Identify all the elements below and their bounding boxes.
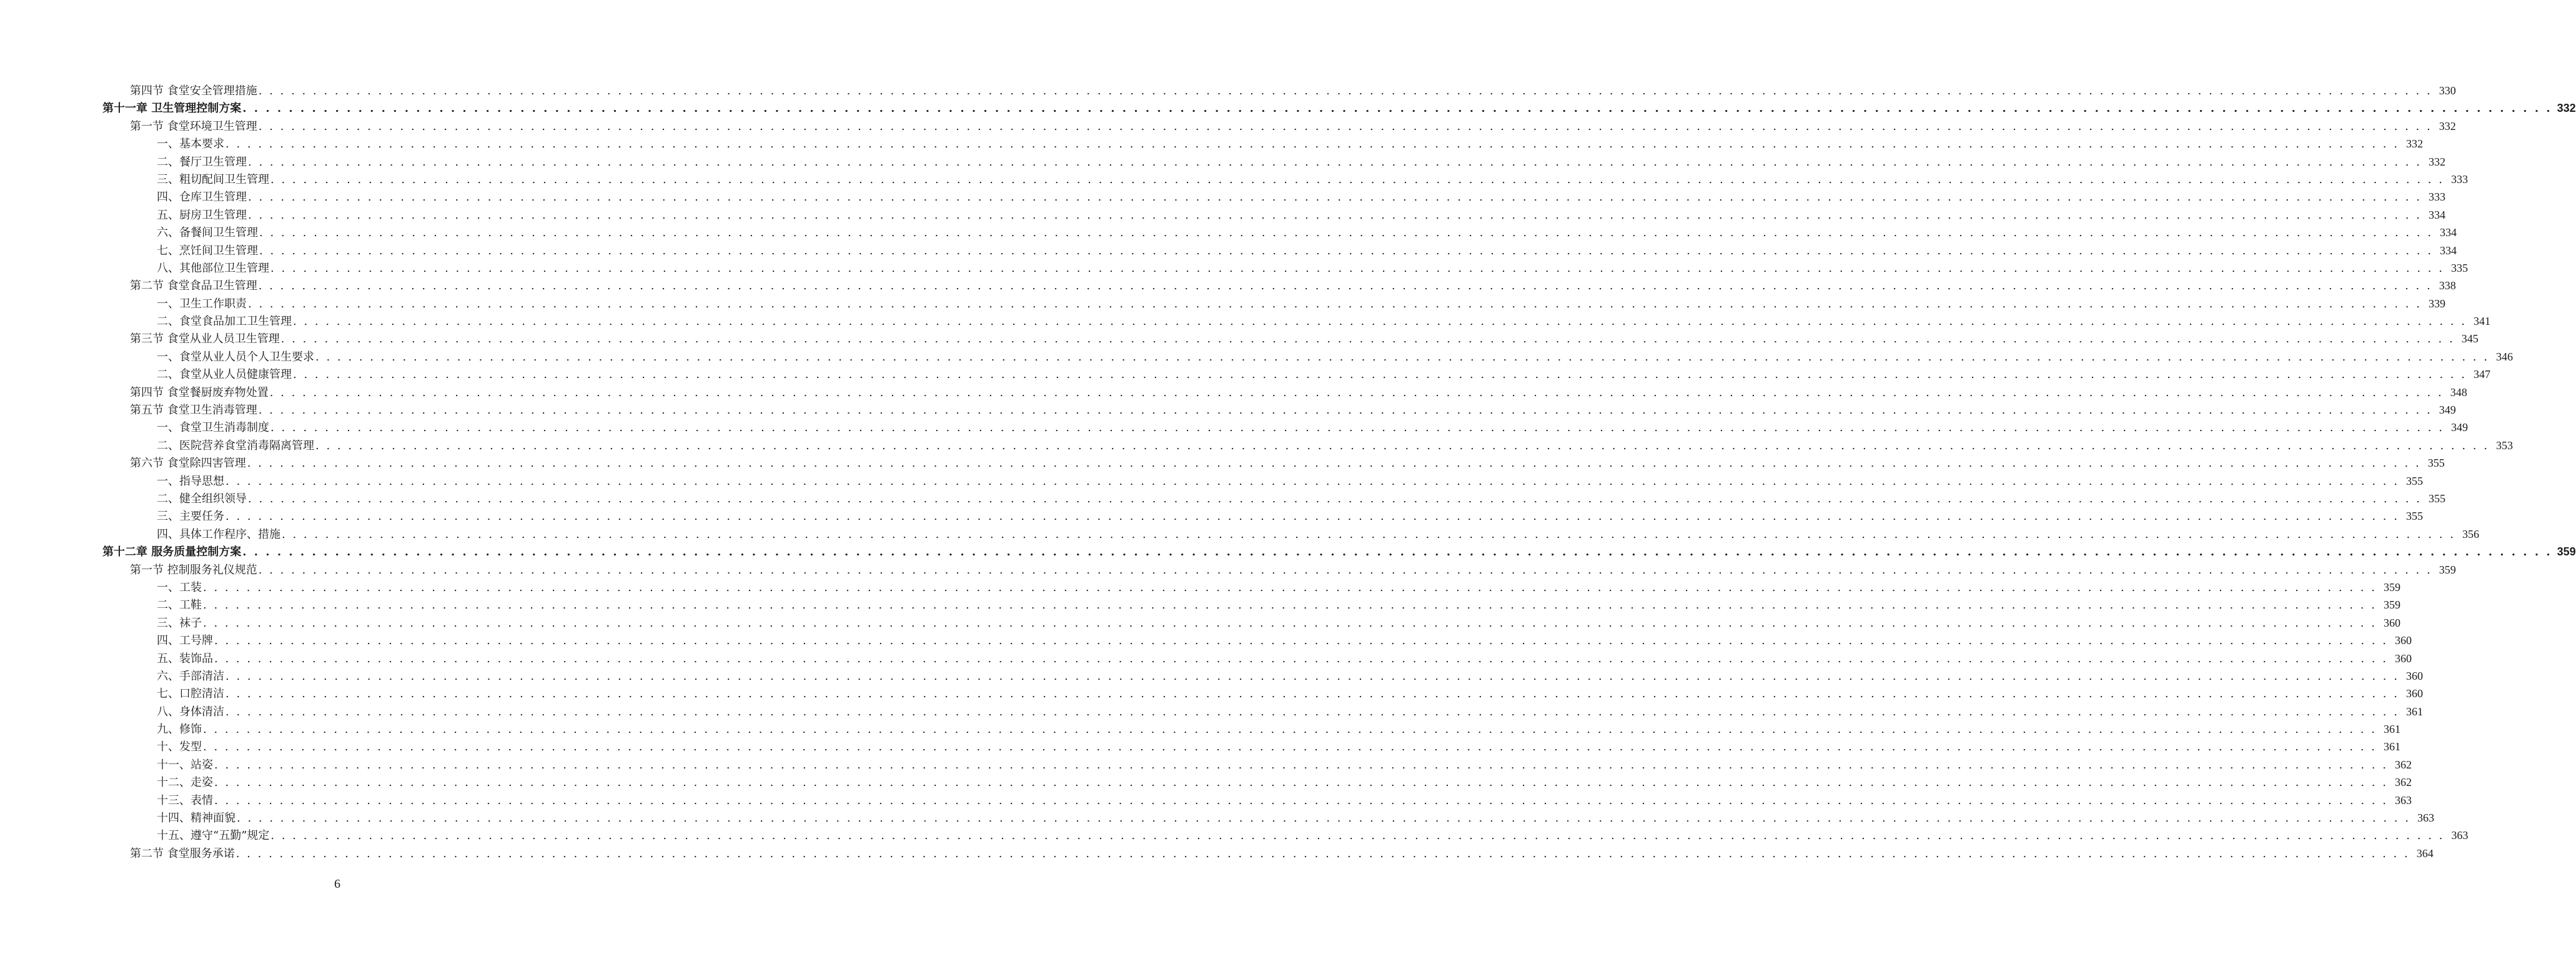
toc-entry-page: 333 <box>2428 191 2445 204</box>
toc-entry-label: 五、装饰品 <box>157 652 213 665</box>
page-number: 6 <box>334 877 340 891</box>
toc-entry-page: 353 <box>2495 439 2513 452</box>
toc-entry-label: 七、烹饪间卫生管理 <box>157 244 258 257</box>
toc-subsection-entry <box>102 756 2412 773</box>
toc-entry-page: 347 <box>2473 368 2490 381</box>
toc-dot-leader: . . . . . . . . . . . . . . . . . . . . . . . . . . . . . . . . . . . . . . . . . . . . . . . . . . . . . . . . . . . . . . . . . . . . . . . . . . . . . . . . . . . . . . . . . . . . . . . . . . . . . . . . . . . . . . . . . . . . . . . . . . . . . . . . . . . . . . . . . . . . . . . . . . . . . . . . . . . . . . . . . . . . . . . . . . . . . . . . . . . . . . . . . . . . . . . . . . . . . . . . <box>258 563 2432 577</box>
toc-entry-label: 四、具体工作程序、措施 <box>157 527 280 541</box>
toc-subsection-entry <box>102 188 2445 206</box>
toc-entry-page: 334 <box>2439 226 2457 239</box>
toc-entry-label: 三、袜子 <box>157 616 202 630</box>
toc-entry-page: 363 <box>2394 793 2412 807</box>
toc-entry-label: 九、修饰 <box>157 723 202 737</box>
toc-subsection-entry <box>102 650 2412 667</box>
toc-dot-leader: . . . . . . . . . . . . . . . . . . . . . . . . . . . . . . . . . . . . . . . . . . . . . . . . . . . . . . . . . . . . . . . . . . . . . . . . . . . . . . . . . . . . . . . . . . . . . . . . . . . . . . . . . . . . . . . . . . . . . . . . . . . . . . . . . . . . . . . . . . . . . . . . . . . . . . . . . . . . . . . . . . . . . . . . . . . . . . . . . . . . . . . . . . . . . . . . . . . . . . . . <box>293 368 2467 382</box>
toc-entry-page: 355 <box>2405 510 2423 523</box>
toc-section-entry <box>102 401 2456 419</box>
toc-subsection-entry <box>102 242 2457 259</box>
toc-subsection-entry <box>102 490 2445 507</box>
toc-entry-label: 八、其他部位卫生管理 <box>157 261 269 275</box>
toc-dot-leader: . . . . . . . . . . . . . . . . . . . . . . . . . . . . . . . . . . . . . . . . . . . . . . . . . . . . . . . . . . . . . . . . . . . . . . . . . . . . . . . . . . . . . . . . . . . . . . . . . . . . . . . . . . . . . . . . . . . . . . . . . . . . . . . . . . . . . . . . . . . . . . . . . . . . . . . . . . . . . . . . . . . . . . . . . . . . . . . . . . . . . . . . . . . . . . . . . . . . . . . . <box>203 599 2377 612</box>
toc-entry-page: 334 <box>2439 244 2457 257</box>
toc-dot-leader: . . . . . . . . . . . . . . . . . . . . . . . . . . . . . . . . . . . . . . . . . . . . . . . . . . . . . . . . . . . . . . . . . . . . . . . . . . . . . . . . . . . . . . . . . . . . . . . . . . . . . . . . . . . . . . . . . . . . . . . . . . . . . . . . . . . . . . . . . . . . . . . . . . . . . . . . . . . . . . . . . . . . . . . . . . . . . . . . . . . . . . . . . . . . . . . . . . . . . . . . <box>247 457 2421 470</box>
toc-dot-leader: . . . . . . . . . . . . . . . . . . . . . . . . . . . . . . . . . . . . . . . . . . . . . . . . . . . . . . . . . . . . . . . . . . . . . . . . . . . . . . . . . . . . . . . . . . . . . . . . . . . . . . . . . . . . . . . . . . . . . . . . . . . . . . . . . . . . . . . . . . . . . . . . . . . . . . . . . . . . . . . . . . . . . . . . . . . . . . . . . . . . . . . . . . . . . . . . . . . . . . . . <box>225 510 2399 524</box>
toc-subsection-entry <box>102 153 2445 171</box>
toc-dot-leader: . . . . . . . . . . . . . . . . . . . . . . . . . . . . . . . . . . . . . . . . . . . . . . . . . . . . . . . . . . . . . . . . . . . . . . . . . . . . . . . . . . . . . . . . . . . . . . . . . . . . . . . . . . . . . . . . . . . . . . . . . . . . . . . . . . . . . . . . . . . . . . . . . . . . . . . . . . . . . . . . . . . . . . . . . . . . . . . . . . . . . . . . . . . . . . . . . . . . . . . . <box>242 102 2552 116</box>
toc-dot-leader: . . . . . . . . . . . . . . . . . . . . . . . . . . . . . . . . . . . . . . . . . . . . . . . . . . . . . . . . . . . . . . . . . . . . . . . . . . . . . . . . . . . . . . . . . . . . . . . . . . . . . . . . . . . . . . . . . . . . . . . . . . . . . . . . . . . . . . . . . . . . . . . . . . . . . . . . . . . . . . . . . . . . . . . . . . . . . . . . . . . . . . . . . . . . . . . . . . . . . . . . <box>203 740 2377 754</box>
toc-subsection-entry <box>102 703 2423 720</box>
toc-dot-leader: . . . . . . . . . . . . . . . . . . . . . . . . . . . . . . . . . . . . . . . . . . . . . . . . . . . . . . . . . . . . . . . . . . . . . . . . . . . . . . . . . . . . . . . . . . . . . . . . . . . . . . . . . . . . . . . . . . . . . . . . . . . . . . . . . . . . . . . . . . . . . . . . . . . . . . . . . . . . . . . . . . . . . . . . . . . . . . . . . . . . . . . . . . . . . . . . . . . . . . . . <box>248 155 2422 169</box>
toc-dot-leader: . . . . . . . . . . . . . . . . . . . . . . . . . . . . . . . . . . . . . . . . . . . . . . . . . . . . . . . . . . . . . . . . . . . . . . . . . . . . . . . . . . . . . . . . . . . . . . . . . . . . . . . . . . . . . . . . . . . . . . . . . . . . . . . . . . . . . . . . . . . . . . . . . . . . . . . . . . . . . . . . . . . . . . . . . . . . . . . . . . . . . . . . . . . . . . . . . . . . . . . . <box>282 527 2455 541</box>
table-of-contents <box>102 82 2576 862</box>
toc-dot-leader: . . . . . . . . . . . . . . . . . . . . . . . . . . . . . . . . . . . . . . . . . . . . . . . . . . . . . . . . . . . . . . . . . . . . . . . . . . . . . . . . . . . . . . . . . . . . . . . . . . . . . . . . . . . . . . . . . . . . . . . . . . . . . . . . . . . . . . . . . . . . . . . . . . . . . . . . . . . . . . . . . . . . . . . . . . . . . . . . . . . . . . . . . . . . . . . . . . . . . . . . <box>235 847 2410 860</box>
toc-entry-label: 第二节 食堂食品卫生管理 <box>130 279 257 293</box>
toc-entry-page: 348 <box>2450 385 2467 399</box>
toc-entry-label: 十三、表情 <box>157 793 213 807</box>
toc-entry-page: 339 <box>2428 297 2445 310</box>
toc-entry-page: 362 <box>2394 758 2412 771</box>
toc-dot-leader: . . . . . . . . . . . . . . . . . . . . . . . . . . . . . . . . . . . . . . . . . . . . . . . . . . . . . . . . . . . . . . . . . . . . . . . . . . . . . . . . . . . . . . . . . . . . . . . . . . . . . . . . . . . . . . . . . . . . . . . . . . . . . . . . . . . . . . . . . . . . . . . . . . . . . . . . . . . . . . . . . . . . . . . . . . . . . . . . . . . . . . . . . . . . . . . . . . . . . . . . <box>259 226 2433 240</box>
toc-entry-label: 第五节 食堂卫生消毒管理 <box>130 404 257 417</box>
toc-subsection-entry <box>102 525 2479 543</box>
toc-entry-label: 第一节 控制服务礼仪规范 <box>130 563 257 577</box>
toc-entry-page: 332 <box>2557 102 2576 115</box>
toc-entry-label: 十一、站姿 <box>157 758 213 772</box>
toc-entry-label: 七、口腔清洁 <box>157 687 224 701</box>
toc-section-entry <box>102 117 2456 135</box>
toc-entry-page: 355 <box>2427 457 2445 470</box>
toc-entry-label: 十五、遵守“五勤”规定 <box>157 829 270 843</box>
toc-entry-page: 360 <box>2405 687 2423 700</box>
toc-subsection-entry <box>102 259 2468 277</box>
toc-dot-leader: . . . . . . . . . . . . . . . . . . . . . . . . . . . . . . . . . . . . . . . . . . . . . . . . . . . . . . . . . . . . . . . . . . . . . . . . . . . . . . . . . . . . . . . . . . . . . . . . . . . . . . . . . . . . . . . . . . . . . . . . . . . . . . . . . . . . . . . . . . . . . . . . . . . . . . . . . . . . . . . . . . . . . . . . . . . . . . . . . . . . . . . . . . . . . . . . . . . . . . . . <box>214 758 2388 772</box>
toc-entry-label: 第四节 食堂安全管理措施 <box>130 84 257 97</box>
toc-entry-label: 四、仓库卫生管理 <box>157 191 247 204</box>
toc-entry-page: 360 <box>2383 616 2400 629</box>
toc-subsection-entry <box>102 437 2513 454</box>
toc-subsection-entry <box>102 579 2400 596</box>
toc-entry-page: 335 <box>2450 261 2468 274</box>
toc-subsection-entry <box>102 827 2469 844</box>
toc-entry-label: 十、发型 <box>157 740 202 754</box>
toc-dot-leader: . . . . . . . . . . . . . . . . . . . . . . . . . . . . . . . . . . . . . . . . . . . . . . . . . . . . . . . . . . . . . . . . . . . . . . . . . . . . . . . . . . . . . . . . . . . . . . . . . . . . . . . . . . . . . . . . . . . . . . . . . . . . . . . . . . . . . . . . . . . . . . . . . . . . . . . . . . . . . . . . . . . . . . . . . . . . . . . . . . . . . . . . . . . . . . . . . . . . . . . . <box>214 652 2388 665</box>
toc-entry-label: 第十二章 服务质量控制方案 <box>102 545 242 559</box>
toc-section-entry <box>102 561 2456 579</box>
toc-subsection-entry <box>102 720 2400 738</box>
toc-entry-page: 361 <box>2405 705 2423 718</box>
toc-subsection-entry <box>102 419 2468 436</box>
toc-entry-page: 349 <box>2439 404 2456 417</box>
toc-dot-leader: . . . . . . . . . . . . . . . . . . . . . . . . . . . . . . . . . . . . . . . . . . . . . . . . . . . . . . . . . . . . . . . . . . . . . . . . . . . . . . . . . . . . . . . . . . . . . . . . . . . . . . . . . . . . . . . . . . . . . . . . . . . . . . . . . . . . . . . . . . . . . . . . . . . . . . . . . . . . . . . . . . . . . . . . . . . . . . . . . . . . . . . . . . . . . . . . . . . . . . . . <box>248 297 2422 311</box>
toc-entry-page: 345 <box>2461 332 2479 345</box>
toc-entry-page: 363 <box>2451 829 2469 842</box>
toc-subsection-entry <box>102 472 2423 490</box>
toc-entry-page: 341 <box>2473 315 2490 328</box>
toc-dot-leader: . . . . . . . . . . . . . . . . . . . . . . . . . . . . . . . . . . . . . . . . . . . . . . . . . . . . . . . . . . . . . . . . . . . . . . . . . . . . . . . . . . . . . . . . . . . . . . . . . . . . . . . . . . . . . . . . . . . . . . . . . . . . . . . . . . . . . . . . . . . . . . . . . . . . . . . . . . . . . . . . . . . . . . . . . . . . . . . . . . . . . . . . . . . . . . . . . . . . . . . . <box>203 580 2377 594</box>
toc-dot-leader: . . . . . . . . . . . . . . . . . . . . . . . . . . . . . . . . . . . . . . . . . . . . . . . . . . . . . . . . . . . . . . . . . . . . . . . . . . . . . . . . . . . . . . . . . . . . . . . . . . . . . . . . . . . . . . . . . . . . . . . . . . . . . . . . . . . . . . . . . . . . . . . . . . . . . . . . . . . . . . . . . . . . . . . . . . . . . . . . . . . . . . . . . . . . . . . . . . . . . . . . <box>270 172 2444 186</box>
toc-entry-page: 333 <box>2450 172 2468 186</box>
toc-entry-label: 一、指导思想 <box>157 474 224 488</box>
toc-dot-leader: . . . . . . . . . . . . . . . . . . . . . . . . . . . . . . . . . . . . . . . . . . . . . . . . . . . . . . . . . . . . . . . . . . . . . . . . . . . . . . . . . . . . . . . . . . . . . . . . . . . . . . . . . . . . . . . . . . . . . . . . . . . . . . . . . . . . . . . . . . . . . . . . . . . . . . . . . . . . . . . . . . . . . . . . . . . . . . . . . . . . . . . . . . . . . . . . . . . . . . . . <box>214 793 2388 807</box>
toc-entry-label: 八、身体清洁 <box>157 705 224 718</box>
toc-entry-page: 364 <box>2416 847 2434 860</box>
toc-dot-leader: . . . . . . . . . . . . . . . . . . . . . . . . . . . . . . . . . . . . . . . . . . . . . . . . . . . . . . . . . . . . . . . . . . . . . . . . . . . . . . . . . . . . . . . . . . . . . . . . . . . . . . . . . . . . . . . . . . . . . . . . . . . . . . . . . . . . . . . . . . . . . . . . . . . . . . . . . . . . . . . . . . . . . . . . . . . . . . . . . . . . . . . . . . . . . . . . . . . . . . . . <box>280 332 2455 346</box>
toc-dot-leader: . . . . . . . . . . . . . . . . . . . . . . . . . . . . . . . . . . . . . . . . . . . . . . . . . . . . . . . . . . . . . . . . . . . . . . . . . . . . . . . . . . . . . . . . . . . . . . . . . . . . . . . . . . . . . . . . . . . . . . . . . . . . . . . . . . . . . . . . . . . . . . . . . . . . . . . . . . . . . . . . . . . . . . . . . . . . . . . . . . . . . . . . . . . . . . . . . . . . . . . . <box>203 723 2377 737</box>
toc-entry-label: 二、工鞋 <box>157 599 202 612</box>
toc-subsection-entry <box>102 809 2434 827</box>
toc-dot-leader: . . . . . . . . . . . . . . . . . . . . . . . . . . . . . . . . . . . . . . . . . . . . . . . . . . . . . . . . . . . . . . . . . . . . . . . . . . . . . . . . . . . . . . . . . . . . . . . . . . . . . . . . . . . . . . . . . . . . . . . . . . . . . . . . . . . . . . . . . . . . . . . . . . . . . . . . . . . . . . . . . . . . . . . . . . . . . . . . . . . . . . . . . . . . . . . . . . . . . . . . <box>225 669 2399 683</box>
toc-entry-label: 一、工装 <box>157 580 202 594</box>
toc-entry-label: 第三节 食堂从业人员卫生管理 <box>130 332 280 346</box>
toc-entry-page: 359 <box>2439 563 2456 576</box>
toc-section-entry <box>102 384 2467 401</box>
toc-subsection-entry <box>102 596 2400 614</box>
toc-subsection-entry <box>102 224 2457 241</box>
toc-subsection-entry <box>102 348 2513 365</box>
toc-dot-leader: . . . . . . . . . . . . . . . . . . . . . . . . . . . . . . . . . . . . . . . . . . . . . . . . . . . . . . . . . . . . . . . . . . . . . . . . . . . . . . . . . . . . . . . . . . . . . . . . . . . . . . . . . . . . . . . . . . . . . . . . . . . . . . . . . . . . . . . . . . . . . . . . . . . . . . . . . . . . . . . . . . . . . . . . . . . . . . . . . . . . . . . . . . . . . . . . . . . . . . . . <box>270 261 2444 275</box>
toc-subsection-entry <box>102 135 2423 152</box>
toc-subsection-entry <box>102 206 2445 224</box>
toc-subsection-entry <box>102 365 2490 383</box>
toc-entry-label: 一、食堂从业人员个人卫生要求 <box>157 350 314 364</box>
toc-dot-leader: . . . . . . . . . . . . . . . . . . . . . . . . . . . . . . . . . . . . . . . . . . . . . . . . . . . . . . . . . . . . . . . . . . . . . . . . . . . . . . . . . . . . . . . . . . . . . . . . . . . . . . . . . . . . . . . . . . . . . . . . . . . . . . . . . . . . . . . . . . . . . . . . . . . . . . . . . . . . . . . . . . . . . . . . . . . . . . . . . . . . . . . . . . . . . . . . . . . . . . . . <box>258 279 2432 293</box>
toc-chapter-entry <box>102 99 2576 117</box>
toc-entry-page: 338 <box>2439 279 2456 292</box>
toc-entry-label: 六、备餐间卫生管理 <box>157 226 258 240</box>
toc-entry-label: 二、食堂食品加工卫生管理 <box>157 315 292 329</box>
toc-subsection-entry <box>102 685 2423 702</box>
toc-subsection-entry <box>102 773 2412 791</box>
toc-entry-label: 三、粗切配间卫生管理 <box>157 172 269 186</box>
toc-entry-page: 363 <box>2417 812 2434 825</box>
toc-subsection-entry <box>102 507 2423 525</box>
toc-entry-page: 360 <box>2394 652 2412 665</box>
toc-entry-page: 332 <box>2405 137 2423 151</box>
toc-entry-label: 一、卫生工作职责 <box>157 297 247 311</box>
toc-entry-page: 346 <box>2495 350 2513 363</box>
toc-dot-leader: . . . . . . . . . . . . . . . . . . . . . . . . . . . . . . . . . . . . . . . . . . . . . . . . . . . . . . . . . . . . . . . . . . . . . . . . . . . . . . . . . . . . . . . . . . . . . . . . . . . . . . . . . . . . . . . . . . . . . . . . . . . . . . . . . . . . . . . . . . . . . . . . . . . . . . . . . . . . . . . . . . . . . . . . . . . . . . . . . . . . . . . . . . . . . . . . . . . . . . . . <box>203 616 2377 630</box>
toc-section-entry <box>102 277 2456 294</box>
toc-dot-leader: . . . . . . . . . . . . . . . . . . . . . . . . . . . . . . . . . . . . . . . . . . . . . . . . . . . . . . . . . . . . . . . . . . . . . . . . . . . . . . . . . . . . . . . . . . . . . . . . . . . . . . . . . . . . . . . . . . . . . . . . . . . . . . . . . . . . . . . . . . . . . . . . . . . . . . . . . . . . . . . . . . . . . . . . . . . . . . . . . . . . . . . . . . . . . . . . . . . . . . . . <box>258 404 2432 417</box>
toc-dot-leader: . . . . . . . . . . . . . . . . . . . . . . . . . . . . . . . . . . . . . . . . . . . . . . . . . . . . . . . . . . . . . . . . . . . . . . . . . . . . . . . . . . . . . . . . . . . . . . . . . . . . . . . . . . . . . . . . . . . . . . . . . . . . . . . . . . . . . . . . . . . . . . . . . . . . . . . . . . . . . . . . . . . . . . . . . . . . . . . . . . . . . . . . . . . . . . . . . . . . . . . . <box>248 492 2422 505</box>
toc-entry-label: 一、基本要求 <box>157 137 224 151</box>
toc-dot-leader: . . . . . . . . . . . . . . . . . . . . . . . . . . . . . . . . . . . . . . . . . . . . . . . . . . . . . . . . . . . . . . . . . . . . . . . . . . . . . . . . . . . . . . . . . . . . . . . . . . . . . . . . . . . . . . . . . . . . . . . . . . . . . . . . . . . . . . . . . . . . . . . . . . . . . . . . . . . . . . . . . . . . . . . . . . . . . . . . . . . . . . . . . . . . . . . . . . . . . . . . <box>270 421 2444 435</box>
toc-dot-leader: . . . . . . . . . . . . . . . . . . . . . . . . . . . . . . . . . . . . . . . . . . . . . . . . . . . . . . . . . . . . . . . . . . . . . . . . . . . . . . . . . . . . . . . . . . . . . . . . . . . . . . . . . . . . . . . . . . . . . . . . . . . . . . . . . . . . . . . . . . . . . . . . . . . . . . . . . . . . . . . . . . . . . . . . . . . . . . . . . . . . . . . . . . . . . . . . . . . . . . . . <box>315 439 2489 452</box>
toc-dot-leader: . . . . . . . . . . . . . . . . . . . . . . . . . . . . . . . . . . . . . . . . . . . . . . . . . . . . . . . . . . . . . . . . . . . . . . . . . . . . . . . . . . . . . . . . . . . . . . . . . . . . . . . . . . . . . . . . . . . . . . . . . . . . . . . . . . . . . . . . . . . . . . . . . . . . . . . . . . . . . . . . . . . . . . . . . . . . . . . . . . . . . . . . . . . . . . . . . . . . . . . . <box>225 474 2399 488</box>
toc-entry-label: 第一节 食堂环境卫生管理 <box>130 119 257 133</box>
toc-subsection-entry <box>102 295 2445 312</box>
toc-entry-page: 360 <box>2405 669 2423 682</box>
toc-subsection-entry <box>102 792 2412 809</box>
toc-subsection-entry <box>102 312 2490 330</box>
toc-subsection-entry <box>102 632 2412 649</box>
toc-entry-label: 二、餐厅卫生管理 <box>157 155 247 169</box>
toc-subsection-entry <box>102 171 2468 188</box>
toc-dot-leader: . . . . . . . . . . . . . . . . . . . . . . . . . . . . . . . . . . . . . . . . . . . . . . . . . . . . . . . . . . . . . . . . . . . . . . . . . . . . . . . . . . . . . . . . . . . . . . . . . . . . . . . . . . . . . . . . . . . . . . . . . . . . . . . . . . . . . . . . . . . . . . . . . . . . . . . . . . . . . . . . . . . . . . . . . . . . . . . . . . . . . . . . . . . . . . . . . . . . . . . . <box>237 812 2410 825</box>
toc-entry-page: 362 <box>2394 776 2412 789</box>
toc-entry-label: 第十一章 卫生管理控制方案 <box>102 102 242 116</box>
toc-dot-leader: . . . . . . . . . . . . . . . . . . . . . . . . . . . . . . . . . . . . . . . . . . . . . . . . . . . . . . . . . . . . . . . . . . . . . . . . . . . . . . . . . . . . . . . . . . . . . . . . . . . . . . . . . . . . . . . . . . . . . . . . . . . . . . . . . . . . . . . . . . . . . . . . . . . . . . . . . . . . . . . . . . . . . . . . . . . . . . . . . . . . . . . . . . . . . . . . . . . . . . . . <box>293 315 2467 329</box>
toc-section-entry <box>102 82 2456 99</box>
toc-entry-label: 十二、走姿 <box>157 776 213 790</box>
toc-entry-label: 三、主要任务 <box>157 510 224 524</box>
toc-entry-page: 359 <box>2383 580 2400 594</box>
toc-entry-label: 五、厨房卫生管理 <box>157 208 247 222</box>
toc-entry-page: 355 <box>2428 492 2445 505</box>
toc-chapter-entry <box>102 543 2576 560</box>
toc-entry-label: 一、食堂卫生消毒制度 <box>157 421 269 435</box>
toc-dot-leader: . . . . . . . . . . . . . . . . . . . . . . . . . . . . . . . . . . . . . . . . . . . . . . . . . . . . . . . . . . . . . . . . . . . . . . . . . . . . . . . . . . . . . . . . . . . . . . . . . . . . . . . . . . . . . . . . . . . . . . . . . . . . . . . . . . . . . . . . . . . . . . . . . . . . . . . . . . . . . . . . . . . . . . . . . . . . . . . . . . . . . . . . . . . . . . . . . . . . . . . . <box>248 208 2422 222</box>
toc-section-entry <box>102 330 2479 347</box>
toc-entry-page: 349 <box>2450 421 2468 434</box>
toc-dot-leader: . . . . . . . . . . . . . . . . . . . . . . . . . . . . . . . . . . . . . . . . . . . . . . . . . . . . . . . . . . . . . . . . . . . . . . . . . . . . . . . . . . . . . . . . . . . . . . . . . . . . . . . . . . . . . . . . . . . . . . . . . . . . . . . . . . . . . . . . . . . . . . . . . . . . . . . . . . . . . . . . . . . . . . . . . . . . . . . . . . . . . . . . . . . . . . . . . . . . . . . . <box>258 119 2432 133</box>
toc-entry-page: 334 <box>2428 208 2445 221</box>
toc-section-entry <box>102 454 2445 472</box>
toc-entry-label: 第四节 食堂餐厨废弃物处置 <box>130 385 269 399</box>
toc-entry-label: 二、食堂从业人员健康管理 <box>157 368 292 382</box>
toc-entry-page: 361 <box>2383 723 2400 736</box>
toc-entry-label: 二、医院营养食堂消毒隔离管理 <box>157 439 314 452</box>
toc-subsection-entry <box>102 667 2423 685</box>
toc-dot-leader: . . . . . . . . . . . . . . . . . . . . . . . . . . . . . . . . . . . . . . . . . . . . . . . . . . . . . . . . . . . . . . . . . . . . . . . . . . . . . . . . . . . . . . . . . . . . . . . . . . . . . . . . . . . . . . . . . . . . . . . . . . . . . . . . . . . . . . . . . . . . . . . . . . . . . . . . . . . . . . . . . . . . . . . . . . . . . . . . . . . . . . . . . . . . . . . . . . . . . . . . <box>214 776 2388 790</box>
toc-entry-page: 356 <box>2462 527 2479 540</box>
toc-entry-label: 第二节 食堂服务承诺 <box>130 847 235 860</box>
toc-dot-leader: . . . . . . . . . . . . . . . . . . . . . . . . . . . . . . . . . . . . . . . . . . . . . . . . . . . . . . . . . . . . . . . . . . . . . . . . . . . . . . . . . . . . . . . . . . . . . . . . . . . . . . . . . . . . . . . . . . . . . . . . . . . . . . . . . . . . . . . . . . . . . . . . . . . . . . . . . . . . . . . . . . . . . . . . . . . . . . . . . . . . . . . . . . . . . . . . . . . . . . . . <box>225 705 2399 718</box>
toc-entry-page: 359 <box>2383 599 2400 612</box>
toc-entry-label: 四、工号牌 <box>157 634 213 648</box>
toc-entry-page: 332 <box>2428 155 2445 168</box>
toc-dot-leader: . . . . . . . . . . . . . . . . . . . . . . . . . . . . . . . . . . . . . . . . . . . . . . . . . . . . . . . . . . . . . . . . . . . . . . . . . . . . . . . . . . . . . . . . . . . . . . . . . . . . . . . . . . . . . . . . . . . . . . . . . . . . . . . . . . . . . . . . . . . . . . . . . . . . . . . . . . . . . . . . . . . . . . . . . . . . . . . . . . . . . . . . . . . . . . . . . . . . . . . . <box>258 84 2432 97</box>
toc-dot-leader: . . . . . . . . . . . . . . . . . . . . . . . . . . . . . . . . . . . . . . . . . . . . . . . . . . . . . . . . . . . . . . . . . . . . . . . . . . . . . . . . . . . . . . . . . . . . . . . . . . . . . . . . . . . . . . . . . . . . . . . . . . . . . . . . . . . . . . . . . . . . . . . . . . . . . . . . . . . . . . . . . . . . . . . . . . . . . . . . . . . . . . . . . . . . . . . . . . . . . . . . <box>270 829 2445 843</box>
toc-entry-page: 360 <box>2394 634 2412 647</box>
toc-dot-leader: . . . . . . . . . . . . . . . . . . . . . . . . . . . . . . . . . . . . . . . . . . . . . . . . . . . . . . . . . . . . . . . . . . . . . . . . . . . . . . . . . . . . . . . . . . . . . . . . . . . . . . . . . . . . . . . . . . . . . . . . . . . . . . . . . . . . . . . . . . . . . . . . . . . . . . . . . . . . . . . . . . . . . . . . . . . . . . . . . . . . . . . . . . . . . . . . . . . . . . . . <box>214 634 2388 648</box>
toc-entry-page: 330 <box>2439 84 2456 97</box>
toc-entry-page: 361 <box>2383 740 2400 753</box>
toc-dot-leader: . . . . . . . . . . . . . . . . . . . . . . . . . . . . . . . . . . . . . . . . . . . . . . . . . . . . . . . . . . . . . . . . . . . . . . . . . . . . . . . . . . . . . . . . . . . . . . . . . . . . . . . . . . . . . . . . . . . . . . . . . . . . . . . . . . . . . . . . . . . . . . . . . . . . . . . . . . . . . . . . . . . . . . . . . . . . . . . . . . . . . . . . . . . . . . . . . . . . . . . . <box>225 137 2399 151</box>
toc-entry-label: 二、健全组织领导 <box>157 492 247 505</box>
toc-entry-label: 六、手部清洁 <box>157 669 224 683</box>
toc-entry-page: 355 <box>2405 474 2423 487</box>
toc-entry-label: 十四、精神面貌 <box>157 812 235 825</box>
toc-dot-leader: . . . . . . . . . . . . . . . . . . . . . . . . . . . . . . . . . . . . . . . . . . . . . . . . . . . . . . . . . . . . . . . . . . . . . . . . . . . . . . . . . . . . . . . . . . . . . . . . . . . . . . . . . . . . . . . . . . . . . . . . . . . . . . . . . . . . . . . . . . . . . . . . . . . . . . . . . . . . . . . . . . . . . . . . . . . . . . . . . . . . . . . . . . . . . . . . . . . . . . . . <box>242 545 2552 559</box>
toc-entry-page: 359 <box>2557 545 2576 559</box>
toc-dot-leader: . . . . . . . . . . . . . . . . . . . . . . . . . . . . . . . . . . . . . . . . . . . . . . . . . . . . . . . . . . . . . . . . . . . . . . . . . . . . . . . . . . . . . . . . . . . . . . . . . . . . . . . . . . . . . . . . . . . . . . . . . . . . . . . . . . . . . . . . . . . . . . . . . . . . . . . . . . . . . . . . . . . . . . . . . . . . . . . . . . . . . . . . . . . . . . . . . . . . . . . . <box>248 191 2422 204</box>
toc-dot-leader: . . . . . . . . . . . . . . . . . . . . . . . . . . . . . . . . . . . . . . . . . . . . . . . . . . . . . . . . . . . . . . . . . . . . . . . . . . . . . . . . . . . . . . . . . . . . . . . . . . . . . . . . . . . . . . . . . . . . . . . . . . . . . . . . . . . . . . . . . . . . . . . . . . . . . . . . . . . . . . . . . . . . . . . . . . . . . . . . . . . . . . . . . . . . . . . . . . . . . . . . <box>269 385 2444 399</box>
toc-dot-leader: . . . . . . . . . . . . . . . . . . . . . . . . . . . . . . . . . . . . . . . . . . . . . . . . . . . . . . . . . . . . . . . . . . . . . . . . . . . . . . . . . . . . . . . . . . . . . . . . . . . . . . . . . . . . . . . . . . . . . . . . . . . . . . . . . . . . . . . . . . . . . . . . . . . . . . . . . . . . . . . . . . . . . . . . . . . . . . . . . . . . . . . . . . . . . . . . . . . . . . . . <box>225 687 2399 701</box>
toc-dot-leader: . . . . . . . . . . . . . . . . . . . . . . . . . . . . . . . . . . . . . . . . . . . . . . . . . . . . . . . . . . . . . . . . . . . . . . . . . . . . . . . . . . . . . . . . . . . . . . . . . . . . . . . . . . . . . . . . . . . . . . . . . . . . . . . . . . . . . . . . . . . . . . . . . . . . . . . . . . . . . . . . . . . . . . . . . . . . . . . . . . . . . . . . . . . . . . . . . . . . . . . . <box>315 350 2489 364</box>
toc-section-entry <box>102 845 2434 862</box>
toc-subsection-entry <box>102 738 2400 755</box>
toc-entry-page: 332 <box>2439 119 2456 132</box>
toc-dot-leader: . . . . . . . . . . . . . . . . . . . . . . . . . . . . . . . . . . . . . . . . . . . . . . . . . . . . . . . . . . . . . . . . . . . . . . . . . . . . . . . . . . . . . . . . . . . . . . . . . . . . . . . . . . . . . . . . . . . . . . . . . . . . . . . . . . . . . . . . . . . . . . . . . . . . . . . . . . . . . . . . . . . . . . . . . . . . . . . . . . . . . . . . . . . . . . . . . . . . . . . . <box>259 244 2433 257</box>
toc-entry-label: 第六节 食堂除四害管理 <box>130 457 246 470</box>
toc-subsection-entry <box>102 614 2400 632</box>
